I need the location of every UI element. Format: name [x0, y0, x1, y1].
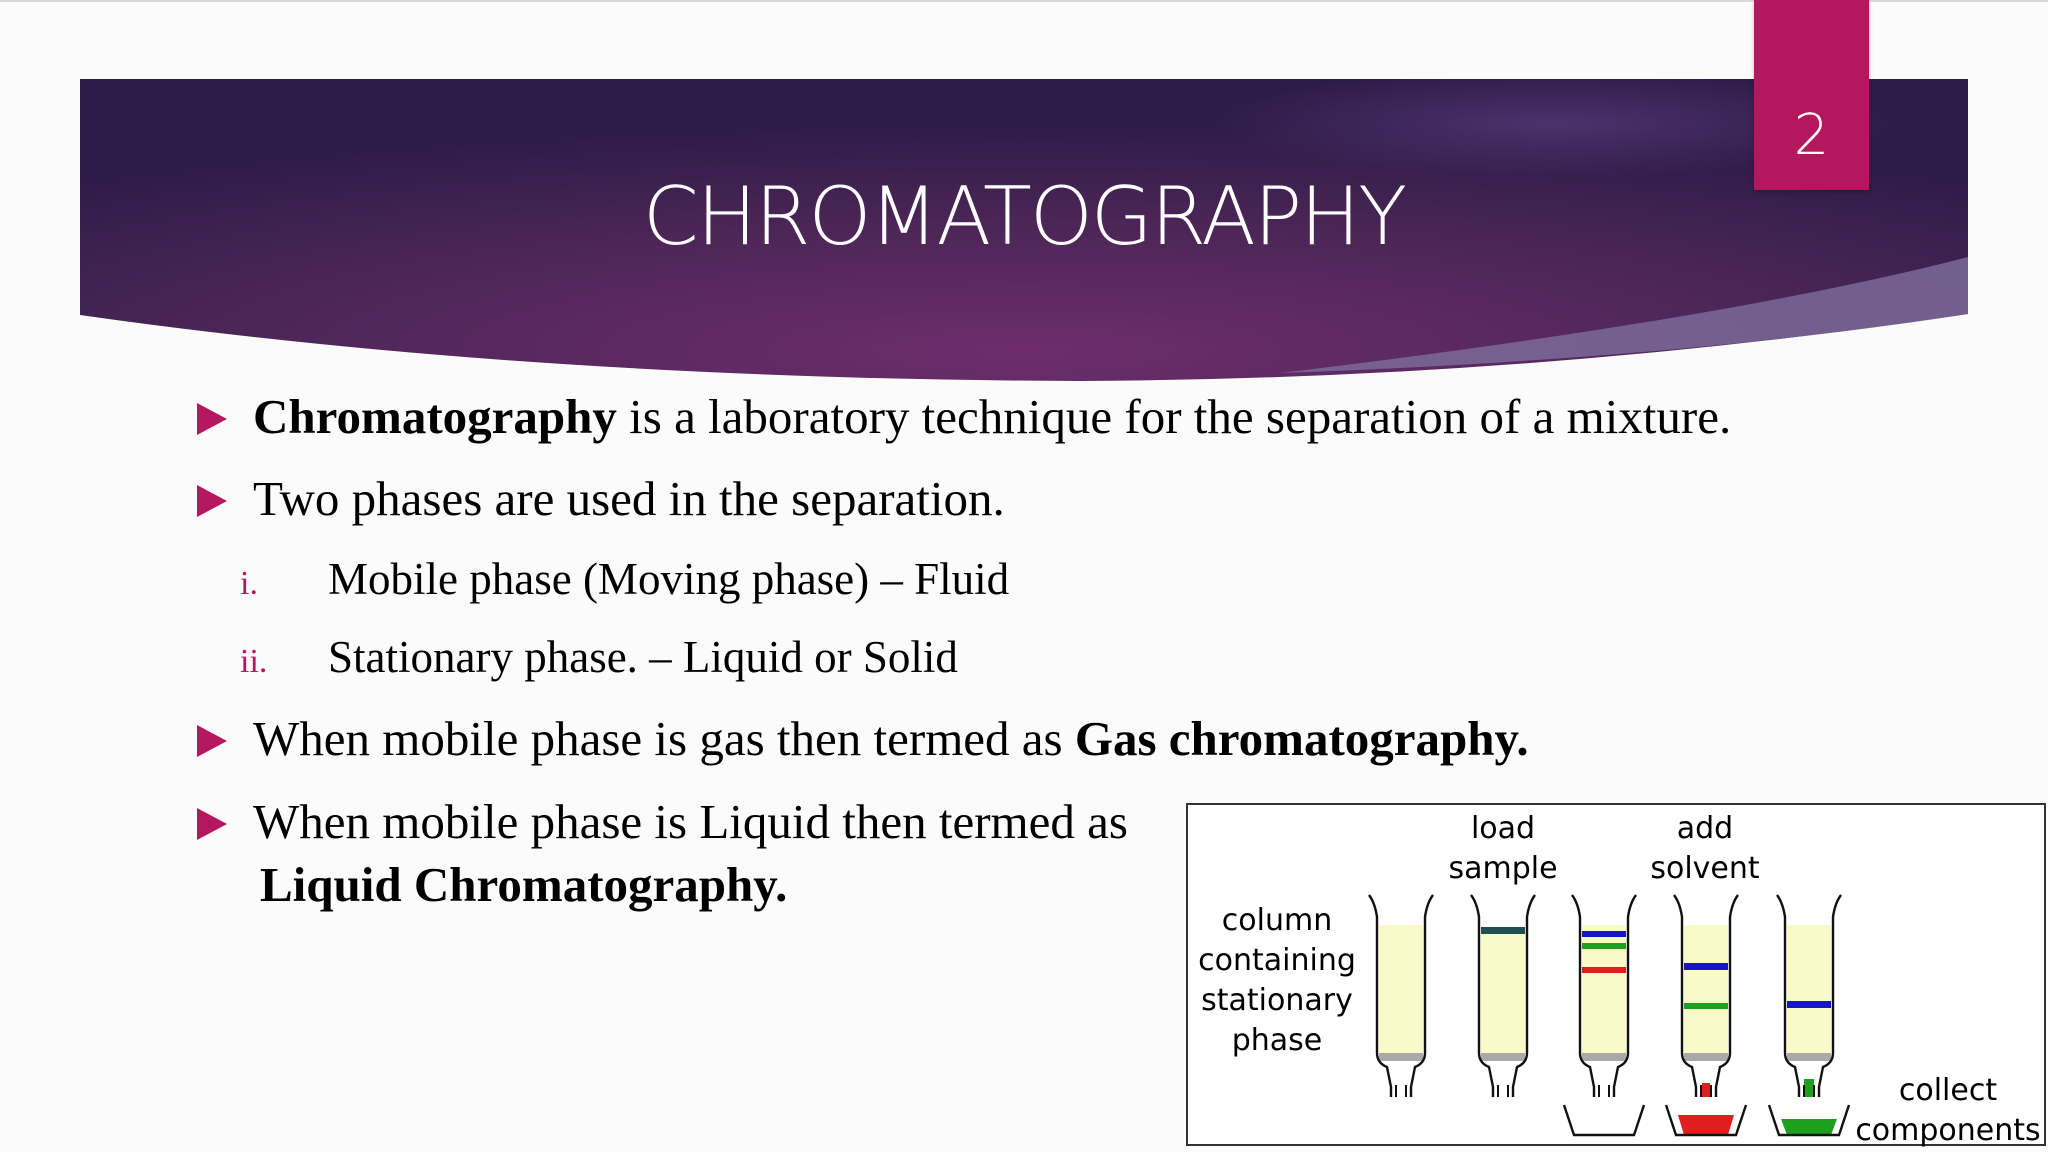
bullet-1-text [253, 388, 1731, 445]
bullet-3-rest: When mobile phase is gas then termed as [253, 711, 1075, 766]
sub-item-2-number: ii. [240, 643, 268, 680]
sub-item-1-number: i. [240, 565, 258, 602]
bullet-1-rest: is a laboratory technique for the separation of a mixture. [616, 389, 1732, 444]
label-add-solvent: add solvent [1650, 811, 1760, 886]
column-chromatography-diagram [1186, 803, 2046, 1146]
bullet-marker [197, 485, 227, 517]
column-3 [1564, 895, 1644, 1135]
label-load-sample: load sample [1448, 811, 1558, 886]
bullet-3-text [253, 710, 1529, 767]
column-5 [1769, 895, 1849, 1135]
sub-item-1-text: Mobile phase (Moving phase) – Fluid [328, 554, 1010, 604]
sub-item-2-text: Stationary phase. – Liquid or Solid [328, 632, 958, 682]
bullet-marker [197, 403, 227, 435]
column-1 [1369, 895, 1433, 1097]
bullet-marker [197, 808, 227, 840]
label-collect-components: collect components [1855, 1073, 2041, 1148]
bullet-4-bold: Liquid Chromatography. [260, 857, 788, 912]
page-number: 2 [1793, 103, 1830, 168]
bullet-4-text: When mobile phase is Liquid then termed as [253, 794, 1128, 849]
label-column-stationary-phase: column containing stationary phase [1198, 903, 1356, 1058]
bullet-2-text: Two phases are used in the separation. [253, 471, 1005, 526]
bullet-marker [197, 725, 227, 757]
slide-title: CHROMATOGRAPHY [642, 170, 1406, 263]
column-4 [1666, 895, 1746, 1135]
bullet-1-bold: Chromatography [253, 389, 617, 444]
bullet-3-bold: Gas chromatography. [1074, 711, 1529, 766]
column-2 [1471, 895, 1535, 1097]
